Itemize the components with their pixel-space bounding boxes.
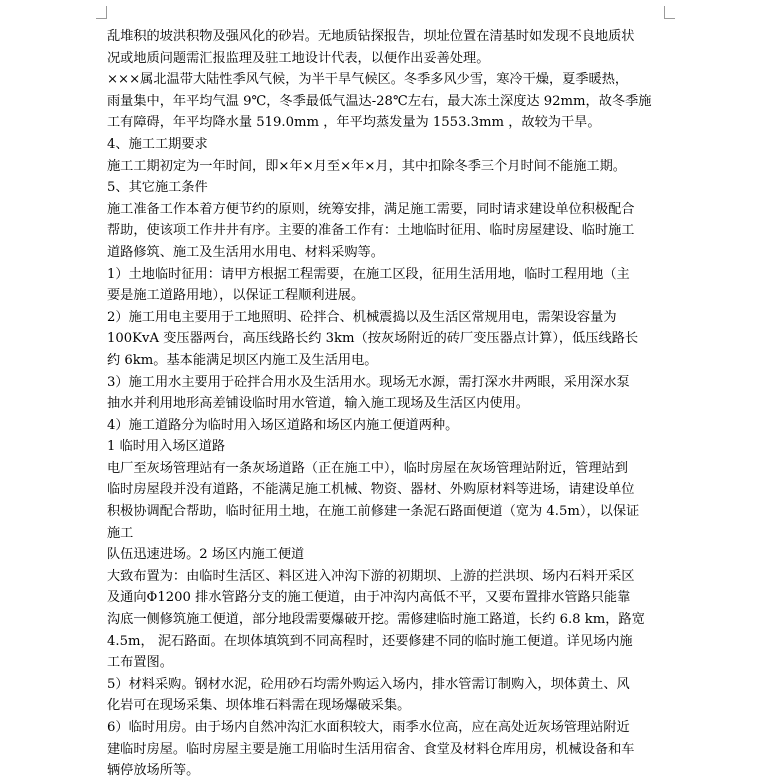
text-line: 化岩可在现场采集、坝体堆石料需在现场爆破采集。 <box>107 698 411 714</box>
text-line: 沟底一侧修筑施工便道，部分地段需要爆破开挖。需修建临时施工路道，长约 6.8 km，路宽 <box>107 612 645 628</box>
text-line: 帮助，使该项工作井井有序。主要的准备工作有：土地临时征用、临时房屋建设、临时施工 <box>107 223 635 239</box>
text-line: 道路修筑、施工及生活用水用电、材料采购等。 <box>107 244 384 260</box>
document-body <box>107 26 667 782</box>
text-line: 雨量集中，年平均气温 9℃，冬季最低气温达-28℃左右，最大冻土深度达 92mm，故冬季施 <box>107 93 652 109</box>
text-line: 4.5m， 泥石路面。在坝体填筑到不同高程时，还要修建不同的临时施工便道。详见场内施 <box>107 633 633 649</box>
section-heading: 4、施工工期要求 <box>107 136 208 152</box>
text-line: 施工准备工作本着方便节约的原则，统筹安排，满足施工需要，同时请求建设单位积极配合 <box>107 201 635 217</box>
page-corner-mark-right <box>664 6 675 19</box>
text-line: 及通向Φ1200 排水管路分支的施工便道，由于冲沟内高低不平，又要布置排水管路只能靠 <box>107 590 631 606</box>
text-line: 乱堆积的坡洪积物及强风化的砂岩。无地质钻探报告，坝址位置在清基时如发现不良地质状 <box>107 29 635 44</box>
text-line: 大致布置为：由临时生活区、料区进入冲沟下游的初期坝、上游的拦洪坝、场内石料开采区 <box>107 568 635 584</box>
subsection-heading: 1 临时用入场区道路 <box>107 439 226 455</box>
text-line: 约 6km。基本能满足坝区内施工及生活用电。 <box>107 352 378 368</box>
text-line: 100KvA 变压器两台，高压线路长约 3km（按灰场附近的砖厂变压器点计算），低压线路长 <box>107 331 639 347</box>
text-line: 要是施工道路用地），以保证工程顺利进展。 <box>107 288 365 304</box>
text-line: 1）土地临时征用：请甲方根据工程需要，在施工区段，征用生活用地，临时工程用地（主 <box>107 266 630 282</box>
text-line: 5）材料采购。钢材水泥，砼用砂石均需外购运入场内，排水管需订制购入，坝体黄土、风 <box>107 676 630 692</box>
text-line: 建临时房屋。临时房屋主要是施工用临时生活用宿舍、食堂及材料仓库用房，机械设备和车 <box>107 741 635 757</box>
text-line: 施工工期初定为一年时间，即×年×月至×年×月，其中扣除冬季三个月时间不能施工期。 <box>107 158 626 174</box>
text-line: 6）临时用房。由于场内自然冲沟汇水面积较大，雨季水位高，应在高处近灰场管理站附近 <box>107 720 630 735</box>
text-line: 电厂至灰场管理站有一条灰场道路（正在施工中），临时房屋在灰场管理站附近，管理站到 <box>107 460 628 476</box>
text-line: 辆停放场所等。 <box>107 763 200 779</box>
text-line: 3）施工用水主要用于砼拌合用水及生活用水。现场无水源，需打深水井两眼，采用深水泵 <box>107 374 630 390</box>
text-line: 况或地质问题需汇报监理及驻工地设计代表，以便作出妥善处理。 <box>107 50 490 66</box>
text-line: 临时房屋段并没有道路，不能满足施工机械、物资、器材、外购原材料等进场，请建设单位 <box>107 482 635 498</box>
text-line: 施工 <box>107 525 134 541</box>
text-line: 2）施工用电主要用于工地照明、砼拌合、机械震捣以及生活区常规用电，需架设容量为 <box>107 309 617 325</box>
text-line: 工有障碍，年平均降水量 519.0mm ，年平均蒸发量为 1553.3mm ，故较为干旱。 <box>107 115 601 131</box>
page-corner-mark-left <box>96 6 107 19</box>
text-line: ×××属北温带大陆性季风气候，为半干旱气候区。冬季多风少雪，寒冷干燥，夏季暖热， <box>107 72 629 88</box>
text-line: 4）施工道路分为临时用入场区道路和场区内施工便道两种。 <box>107 417 459 433</box>
text-line: 积极协调配合帮助，临时征用土地，在施工前修建一条泥石路面便道（宽为 4.5m），以保证 <box>107 504 640 520</box>
section-heading: 5、其它施工条件 <box>107 180 208 196</box>
text-line: 队伍迅速进场。2 场区内施工便道 <box>107 547 305 563</box>
text-line: 工布置图。 <box>107 655 173 671</box>
text-line: 抽水并利用地形高差铺设临时用水管道，输入施工现场及生活区内使用。 <box>107 396 529 412</box>
